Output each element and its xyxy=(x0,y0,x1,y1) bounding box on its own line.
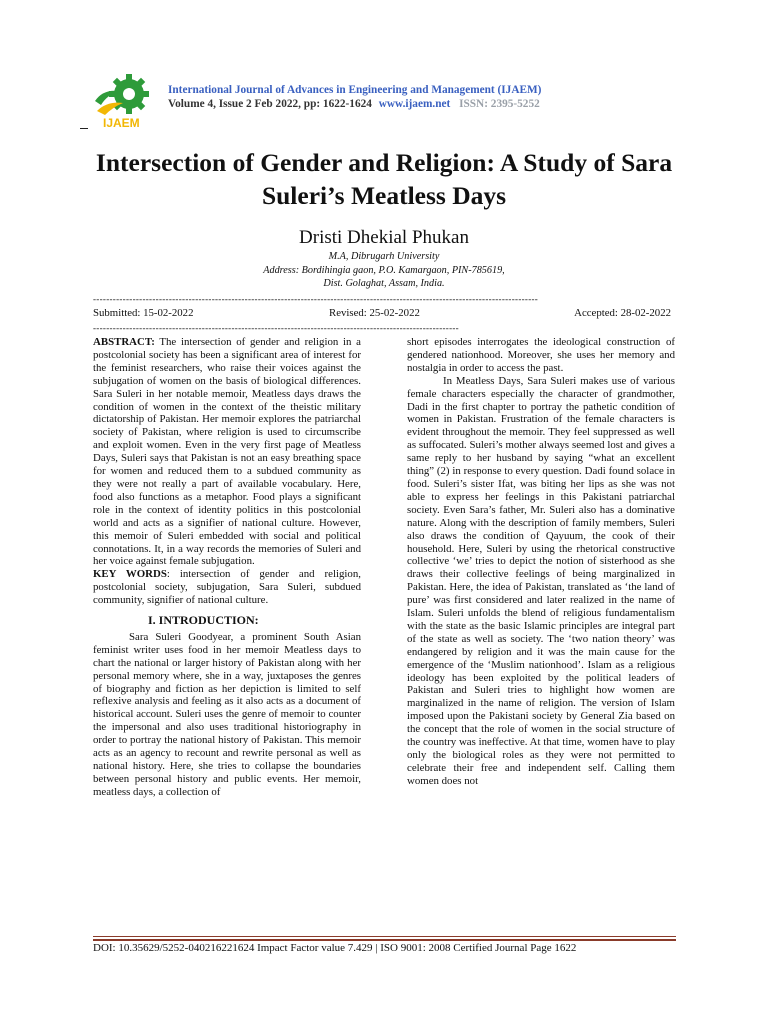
paper-title: Intersection of Gender and Religion: A Study of Sara Suleri’s Meatless Days xyxy=(95,148,673,210)
separator-line: --------------------------------------------------------------------------------------------------------------------------------------- xyxy=(93,295,539,304)
footer-rule xyxy=(93,939,676,941)
journal-header xyxy=(168,83,541,111)
keywords-label: KEY WORDS xyxy=(93,568,167,581)
right-column xyxy=(407,336,675,788)
separator-line: --------------------------------------------------------------------------------------------------------------- xyxy=(93,324,459,333)
revised-date: Revised: 25-02-2022 xyxy=(329,307,420,319)
author-affiliation xyxy=(0,250,768,291)
abstract-text: The intersection of gender and religion in a postcolonial society has been a significant area of interest for the feminist researchers, who raise their voices against the subjugation of women on the basis of biological differences. Sara Suleri in her notable memoir, Meatless days draws the condition of women in the context of the theistic military dictatorship of Pakistan. Her memoir explores the patriarchal society of Pakistan, where religion is used to circumscribe and exploit women. Even in the very first page of Meatless Days, Suleri says that Pakistan is not an easy breathing space for women and reduced them to a subdued community as they were not really a part of available vocabulary. Here, food also functions as a metaphor. Food plays a significant role in the context of identity politics in this postcolonial world and acts as a signifier of national culture. However, this memoir of Suleri embedded with social and political connotations. It, in a way records the memories of Suleri and her voice against female subjugation. xyxy=(93,336,361,568)
body-paragraph: In Meatless Days, Sara Suleri makes use of various female characters especially the character of grandmother, Dadi in the first chapter to portray the pathetic condition of women in Pakistan. Frustration of the female characters is evident throughout the memoir. They feel suppressed as well as suffocated. Suleri’s mother always seemed lost and gives a same reply to her husband by saying “what an excellent thing” (2) in response to every question. Dadi found solace in food. Suleri’s sister Ifat, was biting her lips as she was not able to express her feelings in this Pakistani patriarchal society. Even Sara’s father, Mr. Suleri also has a dominative nature. Along with the description of family members, Suleri also draws the condition of Qayuum, the cook of their household. Here, Suleri by using the rhetorical constructive collective ‘we’ tries to depict the notion of sisterhood as she draws their collective feelings of being marginalized in Pakistan. Here, the idea of Pakistan, translated as ‘the land of pure’ was first considered and later realized in the name of Islam. Suleri unfolds the blend of religious fundamentalism with the state as the basic Islamic principles are integral part of the state as well as society. The ‘two nation theory’ was endangered by religion and it was the main cause for the emergence of the ‘Muslim nationhood’. Islam as a religious ideology has been exploited by the political leaders of Pakistan and Suleri tries to highlight how women are marginalized in the name of religion. The version of Islam imposed upon the Pakistani society by General Zia based on the concept that the role of women in the social structure of the country was ineffective. At that time, women have to play only the biological roles as they were not permitted to celebrate their free and independent self. Calling them women does not xyxy=(407,374,675,787)
author-degree: M.A, Dibrugarh University xyxy=(328,251,440,262)
intro-paragraph: Sara Suleri Goodyear, a prominent South Asian feminist writer uses food in her memoir Meatless days to chart the national or larger history of Pakistan along with her personal memory where, she in a way, juxtaposes the genres of biography and fiction as her depiction is limited to self reflexive analysis and feeling as it also acts as a document of historical account. Suleri uses the genre of memoir to counter the impersonal and also uses traditional historiography in order to portray the national history of Pakistan. This memoir acts as an agency to recount and rewrite personal as well as national history. Here, she tries to collapse the boundaries between personal history and public events. Her memoir, meatless days, a collection of xyxy=(93,630,361,798)
journal-name: International Journal of Advances in Engineering and Management (IJAEM) xyxy=(168,84,542,96)
abstract-label: ABSTRACT: xyxy=(93,336,155,348)
svg-text:IJAEM: IJAEM xyxy=(103,116,140,129)
author-name: Dristi Dhekial Phukan xyxy=(299,227,469,248)
accepted-date: Accepted: 28-02-2022 xyxy=(574,307,671,319)
volume-info: Volume 4, Issue 2 Feb 2022, pp: 1622-1624 xyxy=(168,98,372,110)
keywords-text: : intersection of gender and religion, postcolonial society, subjugation, Sara Suleri, subdued community, signifier of national culture. xyxy=(93,568,361,607)
keywords xyxy=(93,568,361,607)
author-address-line1: Address: Bordihingia gaon, P.O. Kamargaon, PIN-785619, xyxy=(263,264,505,276)
ijaem-logo xyxy=(93,71,155,129)
intro-paragraph-continued: short episodes interrogates the ideological construction of gendered nationhood. Moreover, she uses her memory and nostalgia in order to access the past. xyxy=(407,336,675,374)
section-heading-introduction: I. INTRODUCTION: xyxy=(148,613,259,628)
gear-icon xyxy=(109,74,149,114)
author-address-line2: Dist. Golaghat, Assam, India. xyxy=(323,278,445,289)
footer-rule xyxy=(93,936,676,937)
abstract xyxy=(93,336,361,568)
page-footer: DOI: 10.35629/5252-040216221624 Impact Factor value 7.429 | ISO 9001: 2008 Certified Journal Page 1622 xyxy=(93,942,577,954)
journal-website-link[interactable]: www.ijaem.net xyxy=(378,98,451,110)
header-tick-mark xyxy=(80,128,88,129)
journal-volume-line xyxy=(168,97,541,111)
left-column xyxy=(93,336,361,799)
issn: ISSN: 2395-5252 xyxy=(459,98,540,110)
submitted-date: Submitted: 15-02-2022 xyxy=(93,307,194,319)
